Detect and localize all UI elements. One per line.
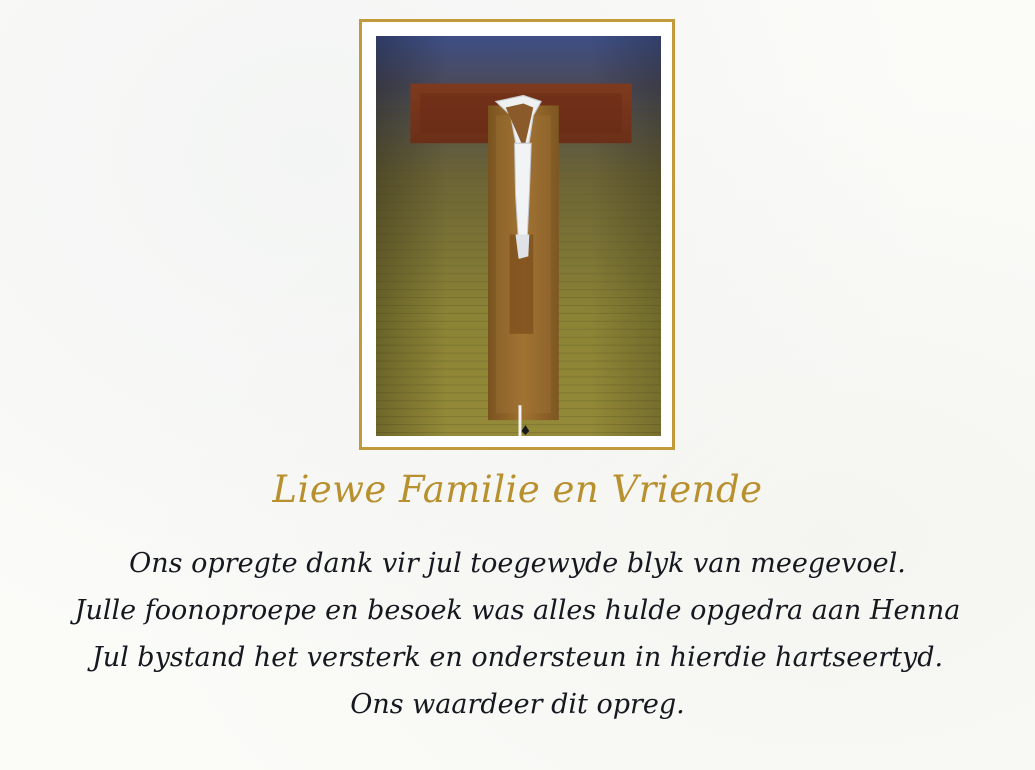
message-line: Jul bystand het versterk en ondersteun in hierdie hartseertyd. [91,642,944,673]
cross-photo [376,36,661,436]
thank-you-message [0,540,1035,728]
message-line: Julle foonoproepe en besoek was alles hulde opgedra aan Henna [74,595,961,626]
message-line: Ons opregte dank vir jul toegewyde blyk van meegevoel. [129,548,906,579]
message-line: Ons waardeer dit opreg. [350,689,685,720]
cross-image [376,36,661,436]
card-heading: Liewe Familie en Vriende [272,468,763,511]
photo-frame [359,19,675,450]
